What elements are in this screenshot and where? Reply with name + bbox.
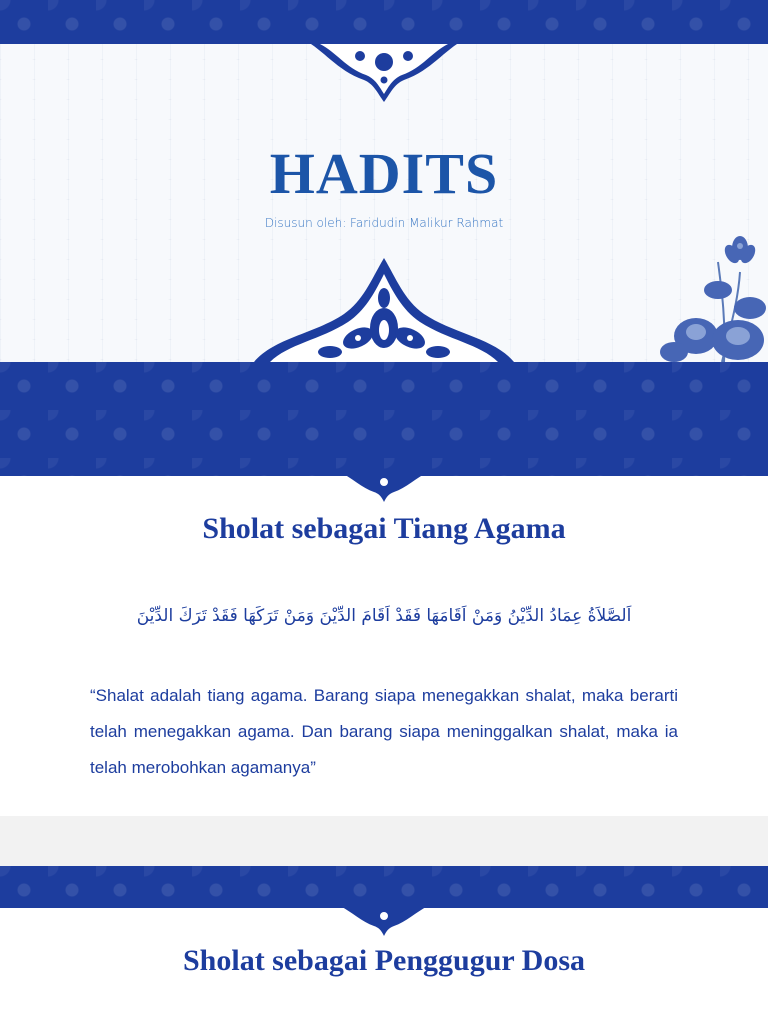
arabic-hadith-text: اَلصَّلاَةُ عِمَادُ الدِّيْنُ وَمَنْ اَقَامَهَا فَقَدْ اَقَامَ الدِّيْنَ وَمَنْ تَرَكَهَا فَقَدْ تَرَكَ الدِّيْنَ (136, 606, 632, 626)
page-title: HADITS (269, 141, 499, 206)
lotus-ornament-icon (254, 258, 514, 362)
slide-title (0, 0, 768, 362)
slide-hadith-pillar (0, 362, 768, 816)
small-arch-ornament-icon (340, 472, 428, 502)
slide-hadith-sins (0, 866, 768, 1024)
section-heading: Sholat sebagai Penggugur Dosa (182, 944, 585, 977)
small-arch-ornament-icon (340, 906, 428, 936)
section-heading: Sholat sebagai Tiang Agama (202, 512, 566, 545)
author-credit: Disusun oleh: Faridudin Malikur Rahmat (264, 216, 504, 230)
top-band (0, 0, 768, 44)
hadith-translation: “Shalat adalah tiang agama. Barang siapa menegakkan shalat, maka berarti telah menegakkan agama. Dan barang siapa meninggalkan shalat, maka ia telah merobohkan agamanya” (90, 686, 678, 777)
top-arch-ornament-icon (304, 40, 464, 102)
lotus-flower-corner-icon (660, 232, 768, 362)
header-band (0, 866, 768, 908)
slide-gap (0, 816, 768, 866)
header-band (0, 362, 768, 476)
